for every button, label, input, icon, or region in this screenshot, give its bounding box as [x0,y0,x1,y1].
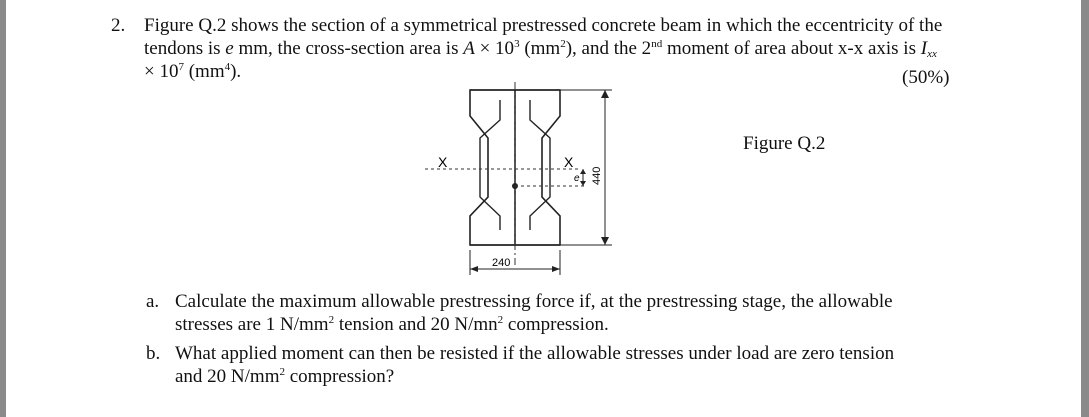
x-axis-label-right: X [564,154,574,170]
left-window-border [0,0,6,417]
beam-web-left [480,100,500,230]
question-marks: (50%) [902,67,950,88]
beam-outline-right [515,90,560,245]
beam-section-figure [420,80,660,280]
part-b-line-1: What applied moment can then be resisted if the allowable stresses under load are zero tension [175,343,895,364]
right-scrollbar[interactable] [1081,0,1089,417]
question-line-3: × $10^7$ $(mm^4)$. [144,61,242,82]
part-b-letter: b. [146,343,161,364]
x-axis-label-left: X [438,154,448,170]
part-a-line-1: Calculate the maximum allowable prestressing force if, at the prestressing stage, the allowable [175,291,893,312]
beam-web-right [530,100,550,230]
question-line-2: tendons is e mm, the cross-section area is $A \times 10^3$ $(mm^2)$, and the 2nd moment of area about x-x axis is $I_{xx}$ [144,38,937,60]
question-line-1: Figure Q.2 shows the section of a symmetrical prestressed concrete beam in which the eccentricity of the [144,15,943,36]
figure-caption: Figure Q.2 [743,133,826,154]
part-a-letter: a. [146,291,160,312]
eccentricity-label: e [574,173,580,184]
part-b-line-2: and 20 $N/mm^2$ compression? [175,366,395,387]
height-dimension-label: 440 [591,166,603,185]
question-number: 2. [111,15,126,36]
beam-outline-left [470,90,515,245]
part-a-line-2: stresses are 1 $N/mm^2$ tension and 20 $N/mn^2$ compression. [175,314,609,335]
width-dimension-label: 240 [492,257,511,269]
